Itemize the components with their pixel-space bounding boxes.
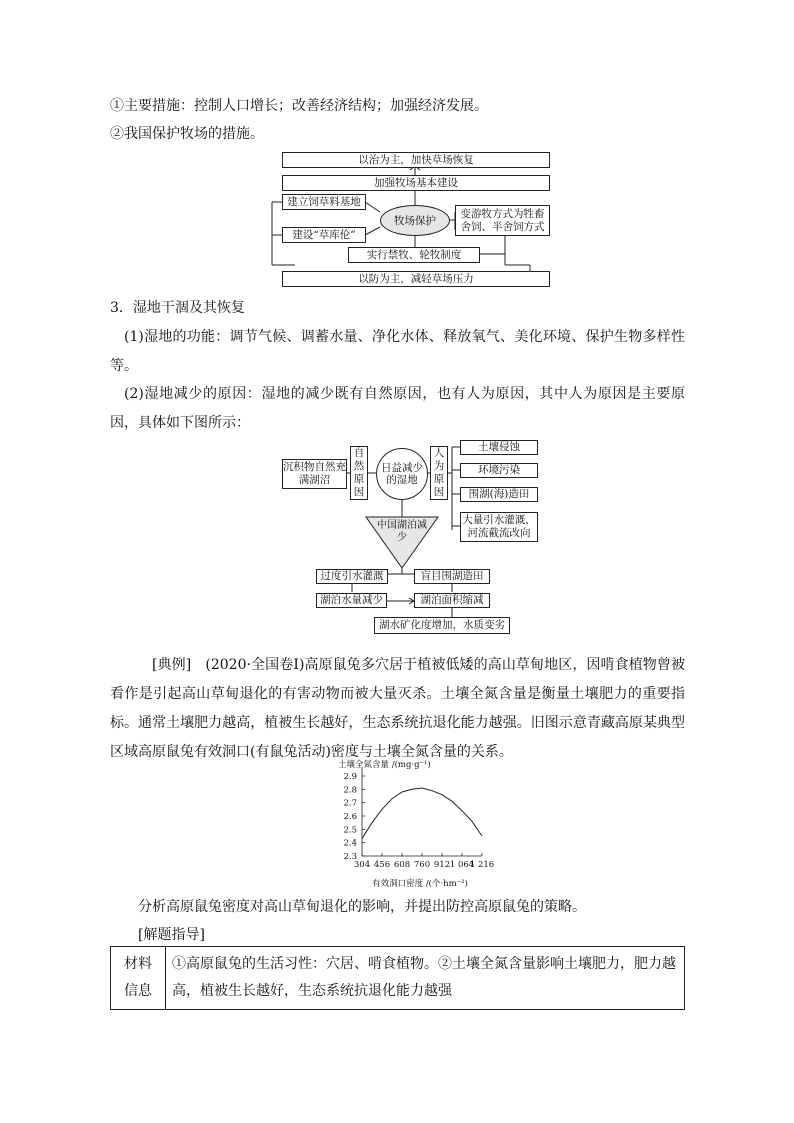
wetland-human-cause-2: 环境污染	[460, 463, 538, 478]
pasture-box-bottom1: 实行禁牧、轮牧制度	[348, 247, 480, 263]
pasture-box-bottom2: 以防为主，减轻草场压力	[282, 271, 550, 287]
chart-y-tick-label: 2.9	[343, 772, 357, 782]
chart-x-tick-label: 1 216	[469, 860, 495, 870]
wetland-natural-cause-box: 沉积物自然充满湖沼	[282, 459, 347, 489]
china-lake-decrease-label: 中国湖泊减少	[377, 520, 427, 543]
wetland-consequence-2: 盲目围湖造田	[414, 569, 490, 584]
chart-y-tick-label: 2.8	[343, 785, 357, 796]
chart-y-tick-label: 2.5	[343, 825, 357, 836]
pasture-heading: ②我国保护牧场的措施。	[110, 126, 264, 142]
section-3-heading: 3．湿地干涸及其恢复	[110, 300, 245, 316]
wetland-cause-para: (2)湿地减少的原因：湿地的减少既有自然原因，也有人为原因，其中人为原因是主要原因，具体如下图所示：	[110, 386, 685, 431]
measures-line: ①主要措施：控制人口增长；改善经济结构；加强经济发展。	[110, 98, 488, 114]
wetland-human-cause-3: 围湖(海)造田	[460, 487, 538, 502]
chart-x-tick-label: 912	[433, 860, 451, 870]
wetland-human-cause-1: 土壤侵蚀	[460, 440, 538, 455]
wetland-human-cause-4: 大量引水灌溉，河流截流改向	[460, 512, 538, 542]
chart-y-tick-label: 2.6	[343, 812, 357, 822]
pasture-box-left2: 建设“草库伦”	[282, 227, 366, 243]
pasture-box-top2: 加强牧场基本建设	[282, 175, 550, 191]
wetland-center-circle: 日益减少的湿地	[376, 448, 428, 500]
table-label-1: 材料	[124, 956, 152, 972]
chart-x-tick-label: 760	[413, 860, 431, 870]
material-info-table	[110, 946, 685, 1010]
chart-ylabel: 土壤全氮含量 /(mg·g⁻¹)	[338, 760, 431, 770]
wetland-consequence-5: 湖水矿化度增加，水质变劣	[374, 617, 510, 634]
nitrogen-density-chart	[0, 750, 794, 900]
chart-y-tick-label: 2.3	[343, 852, 357, 862]
question-text: 分析高原鼠兔密度对高山草甸退化的影响，并提出防控高原鼠兔的策略。	[138, 899, 586, 915]
wetland-consequence-4: 湖泊面积缩减	[414, 593, 490, 608]
table-row	[111, 947, 685, 1010]
table-label-cell	[111, 947, 166, 1010]
wetland-consequence-1: 过度引水灌溉	[316, 569, 388, 584]
chart-series-line	[362, 788, 482, 839]
wetland-consequence-3: 湖泊水量减少	[316, 593, 387, 608]
wetland-human-label: 人为原因	[430, 446, 448, 500]
pasture-box-left1: 建立饲草料基地	[282, 194, 366, 210]
chart-xlabel: 有效洞口密度 /(个·hm⁻²)	[372, 879, 468, 889]
chart-y-tick-label: 2.4	[343, 838, 357, 849]
chart-x-tick-label: 608	[393, 860, 411, 870]
chart-y-tick-label: 2.7	[343, 798, 357, 809]
table-content-cell: ①高原鼠兔的生活习性：穴居、啃食植物。②土壤全氮含量影响土壤肥力，肥力越高，植被生长越好，生态系统抗退化能力越强	[166, 947, 685, 1010]
example-paragraph: [典例] (2020·全国卷Ⅰ)高原鼠兔多穴居于植被低矮的高山草甸地区，因啃食植物曾被看作是引起高山草甸退化的有害动物而被大量灭杀。土壤全氮含量是衡量土壤肥力的重要指标。通常土壤肥力越高，植被生长越好，生态系统抗退化能力越强。旧图示意青藏高原某典型区域高原鼠兔有效洞口(有鼠兔活动)密度与土壤全氮含量的关系。	[110, 657, 685, 760]
wetland-function-para: (1)湿地的功能：调节气候、调蓄水量、净化水体、释放氧气、美化环境、保护生物多样性等。	[110, 329, 685, 374]
chart-x-tick-label: 1 064	[449, 860, 475, 870]
pasture-center-ellipse: 牧场保护	[380, 205, 450, 236]
guide-heading: [解题指导]	[138, 927, 205, 943]
pasture-box-right: 变游牧方式为牲畜舍饲、半舍饲方式	[455, 205, 550, 236]
pasture-box-top1: 以治为主，加快草场恢复	[282, 152, 550, 168]
wetland-natural-label: 自然原因	[350, 446, 368, 500]
chart-x-tick-label: 304	[353, 860, 371, 870]
table-label-2: 信息	[124, 983, 152, 999]
chart-x-tick-label: 456	[373, 860, 391, 870]
